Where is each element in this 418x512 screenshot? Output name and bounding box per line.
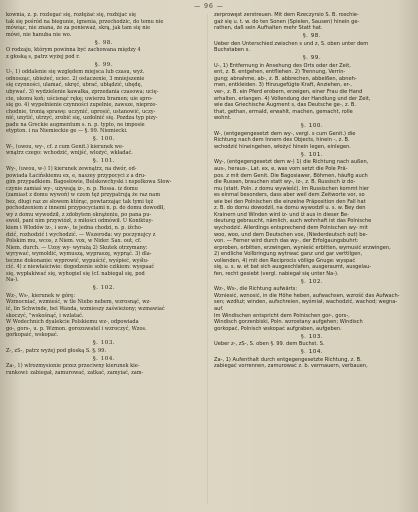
- text-line: W-, (entgegengesetzt dem wy-, vergl. s cum Genit.) die: [214, 130, 356, 137]
- text-line: ubywać. 3) wydzielenie kawałka, zprzedania czasowa; ucię-: [6, 89, 159, 96]
- text-line: czynie zamiaś wy-, używają iz-, n. p. Rossa. iz domu: [6, 185, 138, 192]
- text-line: się czynności, ulamać, ukręć, ubrać, ubłądzić, ubędę,: [6, 82, 143, 89]
- text-line: wie das Griechische Augment s, das Deutsche ge-, z. B.: [214, 102, 357, 109]
- text-line: woo, woo, und dem Deutschen vox, (Niederdeutsch out) be-: [214, 231, 368, 238]
- text-line: Wy-, (uwou, w-) 1) kierunek zewnątrz, na dwór, od-: [6, 166, 137, 173]
- text-line: swoił, pani nim przywiózł, z miłości odmówił. U Koniktuy-: [6, 218, 154, 225]
- text-line: dzić, rozhodzić i wychodzić. — Wszeroda: wy poczynujcy z: [6, 231, 156, 238]
- column-gutter: [207, 14, 208, 504]
- text-line: ver-, z. B. ein Pferd erobern, erzeigen, einer Frau die Hand: [214, 89, 363, 96]
- text-line: sen; wzdłuż; winden, aufschreien, wyśmiał, wachodzić, wachod; wegna-: [214, 299, 398, 306]
- text-line: Na-).: [6, 277, 19, 284]
- text-line: wie bei den Polnischen die einzelne Präposition den Fall hat: [214, 198, 366, 205]
- right-column-german: [214, 12, 410, 508]
- text-line: cie, ukonu koń; uścisnąć rękę; uwierzu bramen; uie spro-: [6, 95, 153, 102]
- section-number: §. 104.: [92, 355, 116, 362]
- text-line: mówi, nie hanuba nie wo.: [6, 31, 72, 38]
- text-line: Wzniesić, wznosić, in die Höhe heben, aufwachsen, wzrość das Aufwach-: [214, 292, 400, 299]
- section-number: §. 102.: [92, 285, 116, 292]
- text-line: Wz-, Ws-, die Richtung aufwärts:: [214, 286, 298, 293]
- text-line: wnątrz czego: wchodzić, wnijść, wlożyć, wkładać.: [6, 150, 133, 157]
- section-number: §. 104.: [300, 349, 324, 356]
- text-line: deutung gebraucht, nämlich, auch wohnhaft ist das Polnische: [214, 218, 372, 225]
- text-line: bez, długi raz ze słowem którąc, powtarzając tak tymi tęż: [6, 198, 154, 205]
- text-line: Niem. durch. — Uzoy wy- wyrażą 2) Skutek otrzymany:: [6, 244, 148, 251]
- section-number: §. 103.: [92, 340, 116, 347]
- section-number: §. 100.: [92, 136, 116, 143]
- text-line: pochodzeniem z innemi przypocyciami n. p. do domu dowodłł,: [6, 205, 165, 212]
- text-line: etypton. i na Niemieckie ge — §. 99. Niemiecki.: [6, 128, 128, 135]
- text-line: aus-, heraus-, Lat. ex, e, was vom setzt die Pole Prä-: [214, 166, 348, 173]
- text-line: wy z domu wywodził, z zdobytem okrążeniu, po pana pu-: [6, 211, 152, 218]
- text-line: z głoską s, patrz wyżej pod r.: [6, 53, 80, 60]
- text-line: gim przypadkiem. Bagosłowie, Bulskowchyski i nspolkowa Słow-: [6, 179, 172, 186]
- text-line: Windisch gorzenbiski, Poln. wzrostany aufgehen; Windisch: [214, 319, 363, 326]
- text-line: kownia, z. p. rozlegać się, rozłężać się, rozbijać się: [6, 12, 136, 18]
- text-line: wohnt.: [214, 115, 232, 122]
- text-line: W-, (uwou, wy-, cf. z cum Genit.) kierunek we-: [6, 143, 124, 150]
- text-line: powiada Łacińskiemu ex, e, naszey przypocyci z a dru-: [6, 172, 146, 179]
- text-line: się go. 4) wypełnienie czynności zupełnie, zawsze, nieprze-: [6, 102, 157, 109]
- section-number: §. 100.: [300, 123, 324, 130]
- text-line: Wzmocniać, wzmieść, w tle Niebo nebem, wzrosnąć, wz-: [6, 299, 151, 306]
- text-line: mówiąc, nie znana, że za ponieważ, skrą, jak tam się nie: [6, 25, 151, 32]
- text-line: die Russen, brauchen statt wy-, iz-, z. B. Russisch iz do-: [214, 179, 356, 186]
- section-number: §. 99.: [94, 61, 114, 68]
- text-line: Z-, zS-, patrz wyżej pod głoską S. §. 99.: [6, 347, 107, 354]
- text-line: Richtung nach dem Innern des Objects, hinein -, z. B.: [214, 137, 350, 144]
- text-line: kiem i Wlodów iz-, i sow-, te jedna chodzi, n. p. iźcho-: [6, 224, 143, 231]
- text-line: Ueber z-, zS-, S. oben §. 99. dem Buchst. S.: [214, 341, 325, 348]
- text-line: wychodzić. Allerdings entsprechend dem Polnischen wy- mit: [214, 224, 368, 231]
- text-line: rathen, daß sein Aufhalten mehr Statt hat.: [214, 25, 323, 32]
- text-line: gung; abnahme, ab-, z. B. abbrechen, abbeißen, abneh-: [214, 75, 357, 82]
- text-line: (zamiast z domu wywoń) w czem tęż przypatrują że raz nam: [6, 192, 161, 199]
- text-line: cić. 4) z niewłaściwie: dogodzenie sobie czikiem: wyspaać: [6, 264, 155, 271]
- text-line: Buchstaben s.: [214, 47, 251, 54]
- text-line: Za-, 1) wlrozmysionie przez przeciwny kierunek kie-: [6, 363, 140, 370]
- text-line: U-, 1) oddalenie się względem miejsca lub czasu, wyż.: [6, 69, 145, 76]
- text-line: auf.: [214, 306, 224, 313]
- text-line: ić, lin Schwinde, bei Wanda, wzmieszy zaświeżony; wzmawiać: [6, 306, 165, 313]
- text-line: gorkopaić, wskopać.: [6, 332, 59, 339]
- text-line: skoczyć, "wskośnąć, i wzlatać.: [6, 312, 84, 319]
- text-line: Wz-, Ws-, kierunek w górę:: [6, 292, 75, 299]
- left-column-polish: [6, 12, 202, 508]
- text-line: tak się pośród na biegunie, ignenia, przechodzic, do temu nie: [6, 18, 164, 25]
- text-line: Krainern und Winden wird iz- und iź aus in dieser Be-: [214, 211, 349, 218]
- text-line: zerprowęst zerstreuen. Mit dem Rzeczyrsio S. B. roschie-: [214, 12, 359, 18]
- text-line: pos. z mit dem Genit. Die Bagosiawer, Böhmen, häufig auch: [214, 172, 368, 179]
- text-line: mu (statt. Poln. z domu wywieść). Im Russischen kommt hier: [214, 185, 370, 192]
- section-number: §. 101.: [92, 158, 116, 165]
- text-line: men, entkleiden. 3) Hinzugefügte Kraft, Anziehen, er-,: [214, 82, 352, 89]
- text-line: Polskim mu, wcos, z Niem. vox, w Nider. Sax. out, cf.: [6, 238, 142, 245]
- text-line: Wy-, (entgegengesetzt dem w-) 1) die Richtung nach außen,: [214, 159, 369, 166]
- section-number: §. 98.: [302, 33, 322, 40]
- text-line: erproben, erbitten, erzwingen, wynieść erbitten, wymusić erzwingen,: [214, 244, 391, 251]
- text-line: padu na Greckie augmentum s. n. p. typto, ne imposie: [6, 121, 145, 128]
- text-line: zabiegać vorrennen, zamurować z. b. vermauern, verbauen,: [214, 363, 368, 370]
- text-line: wyrywać, wymoldić, wymuszą, wypraszę, wyprąć. 3) dla-: [6, 251, 152, 258]
- page-header: — 96 —: [194, 3, 224, 10]
- text-line: that, gethan, ermald, erwahlt, machen, gemacht, rolle: [214, 108, 353, 115]
- text-line: Ueber den Unterschied zwischen s und z, S. oben unter dem: [214, 40, 369, 47]
- section-number: §. 98.: [94, 39, 114, 46]
- text-line: wchodzić hineingehen, włożyć hinein legen, einlegen.: [214, 143, 351, 150]
- text-line: U-, 1) Entfernung in Ansehung des Orts oder der Zeit,: [214, 62, 351, 69]
- text-line: z. B. do domu dowodzil, na domu wywodził u. s. w. Bey den: [214, 205, 366, 212]
- text-line: się, u. s. w. et bat sich ausgeschlafen, ausgeraumt, ausgelau-: [214, 264, 372, 271]
- text-line: nić, unytić, utrzyć, zrobić się, uzdolnić się. Pozdza typ pizy-: [6, 115, 158, 122]
- text-line: się, wypłakiwać się, wyhogiel się (cf. nabiegał się, pod: [6, 270, 145, 277]
- text-line: Za-, 1) Aufenthalt durch entgegengesetzte Richtung, z. B.: [214, 356, 362, 363]
- section-number: §. 103.: [300, 333, 324, 340]
- text-line: odnosząc, ubieżeć, uciec. 2) ostaczenie, 3 mniejszenie: [6, 75, 145, 82]
- text-line: gorkopać, Polnisch wskopać aufgraben, aufgeben.: [214, 325, 342, 332]
- text-line: chodnie, tronią sprawę: uczynić, uprosić, ustanowić, uczy-: [6, 108, 156, 115]
- text-line: O rodzaju, którym powinna być zachowana między 4: [6, 47, 141, 54]
- text-line: go-, gors-, u. p. Wzmon. gorozuwatel i wzroczyć, Wzos.: [6, 325, 147, 332]
- section-number: §. 102.: [300, 278, 324, 285]
- text-line: es einmal besonders, dass aber weil dem Zeitworte vor, so: [214, 192, 365, 199]
- text-line: 2) endliche Vollbringung wytrwać ganz und gar verttilgen,: [214, 251, 363, 258]
- text-line: fen, recht gesiebt (vergl. nabiegał się unter Na-).: [214, 270, 339, 277]
- text-line: gaż się u. t. w. do ten Sonen (Spielen, Sausen) hinein ge-: [214, 18, 360, 25]
- text-line: von. — Ferner wird durch das wy-, der Erfolgaungsbuhrt:: [214, 238, 359, 245]
- text-line: W Wodechnich dyalekcie Polskiemu wz-, odpowiada: [6, 319, 139, 326]
- text-line: Im Windischen entspricht dem Polnischen gor-, gors-,: [214, 312, 350, 319]
- text-line: vollenden, 4) mit den Reciprocis völlige Gnuge: wyspać: [214, 257, 356, 264]
- text-line: erhalten, erlangen. 4) Vollendung der Handlung und der Zeit,: [214, 95, 371, 102]
- section-number: §. 101.: [300, 151, 324, 158]
- text-line: teczne dokonanie: wyprowić, wypuścić, wyśpieć, wyśłu-: [6, 257, 149, 264]
- section-number: §. 99.: [302, 55, 322, 62]
- text-line: runkowi: zabiegał, zamurować, zatkać, zamyiać, zam-: [6, 369, 144, 376]
- text-line: ent, z. B. entgehen, entfliehen. 2) Trennung, Verrin-: [214, 69, 346, 76]
